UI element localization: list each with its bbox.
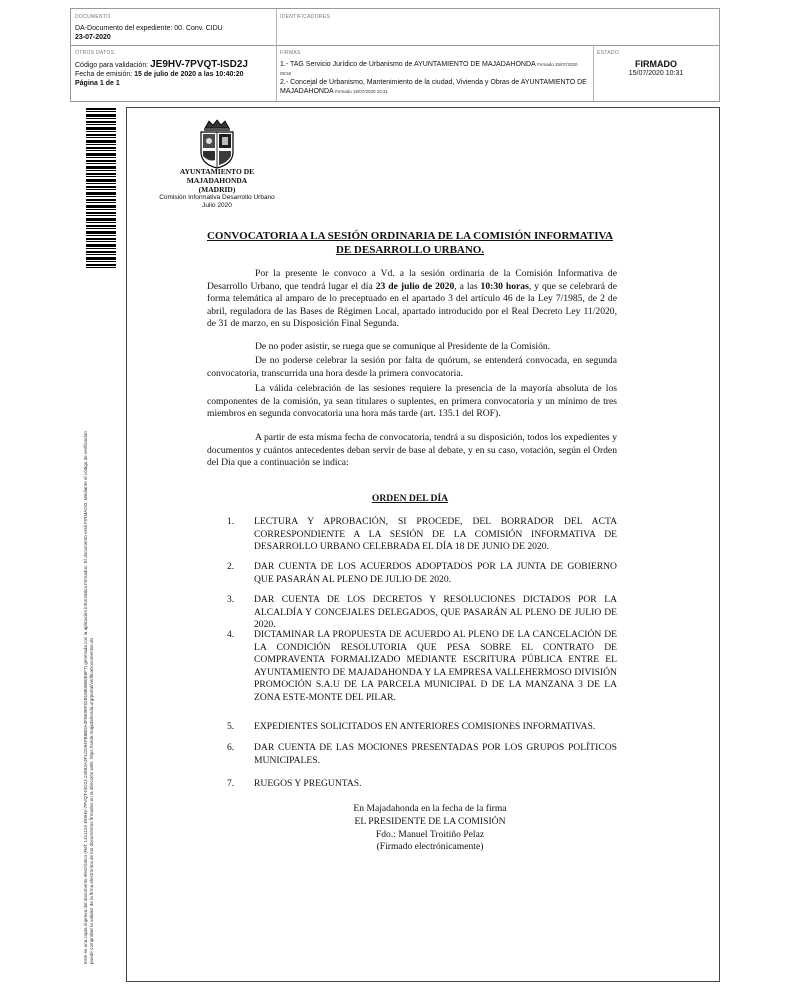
documento-label: DOCUMENTO bbox=[75, 14, 111, 20]
letterhead-line3: (MADRID) bbox=[198, 185, 236, 194]
p1-time: 10:30 horas bbox=[480, 280, 529, 292]
estado-date: 15/07/2020 10:31 bbox=[628, 70, 684, 77]
orden-del-dia-heading: ORDEN DEL DÍA bbox=[371, 493, 449, 504]
codigo-label: Código para validación: bbox=[75, 62, 149, 69]
codigo-value[interactable]: JE9HV-7PVQT-ISD2J bbox=[150, 59, 248, 70]
p1-text-c: , y que se celebrará de forma telemática al amparo de lo preceptuado en el apartado 3 del artículo 46 de la Ley 7/1985, de 2 de abril, reguladora de las Bases de Régimen Local, apartado introducido por el Real Decreto Ley 11/2020, de 31 de marzo, en su Disposición Final Segunda. bbox=[207, 280, 617, 330]
agenda-item-number: 5. bbox=[227, 721, 235, 732]
paragraph-4: La válida celebración de las sesiones requiere la presencia de la mayoría absoluta de los componentes de la comisión, ya sean titulares o suplentes, en primera convocatoria y un mínimo de tres miembros en segunda convocatoria una hora más tarde (art. 135.1 del ROF). bbox=[207, 383, 617, 420]
p1-text-b: , a las bbox=[454, 280, 481, 292]
letterhead-line5: Julio 2020 bbox=[202, 202, 232, 209]
firma-2-text: 2.- Concejal de Urbanismo, Mantenimiento de la ciudad, Vivienda y Obras de AYUNTAMIENTO DE MAJADAHONDA bbox=[280, 79, 587, 95]
otros-datos-label: OTROS DATOS bbox=[75, 50, 115, 56]
title-line1: CONVOCATORIA A LA SESIÓN ORDINARIA DE LA COMISIÓN INFORMATIVA bbox=[206, 230, 614, 242]
signature-line1: En Majadahonda en la fecha de la firma bbox=[353, 803, 507, 814]
status-badge: FIRMADO bbox=[635, 59, 677, 69]
signature-block bbox=[300, 803, 560, 854]
firmas-label: FIRMAS bbox=[280, 50, 301, 56]
otros-datos-cell bbox=[71, 47, 276, 90]
side-note-line2: puede comprobar la validez de la firma electrónica de los documentos firmados en la dirección web: https://sede.majadahonda.org/portal/verificaDocumentos.do bbox=[89, 637, 94, 964]
p1-date: 23 de julio de 2020 bbox=[375, 280, 455, 292]
agenda-item-text: EXPEDIENTES SOLICITADOS EN ANTERIORES COMISIONES INFORMATIVAS. bbox=[254, 721, 596, 732]
page-title bbox=[200, 229, 620, 257]
letterhead-line4: Comisión Informativa Desarrollo Urbano bbox=[159, 194, 275, 201]
agenda-item-text: DAR CUENTA DE LOS DECRETOS Y RESOLUCIONES DICTADOS POR LA ALCALDÍA Y CONCEJALES DELEGADOS, QUE PASARÁN AL PLENO DE JULIO DE 2020. bbox=[254, 594, 617, 631]
firma-2-date: Firmado 15/07/2020 10:31 bbox=[335, 89, 389, 94]
agenda-item-number: 7. bbox=[227, 778, 235, 789]
agenda-item-number: 4. bbox=[227, 629, 235, 640]
title-line2: DE DESARROLLO URBANO. bbox=[335, 244, 485, 256]
paragraph-3: De no poderse celebrar la sesión por falta de quórum, se entenderá convocada, en segunda convocatoria, transcurrida una hora desde la primera convocatoria. bbox=[207, 355, 617, 379]
documento-line2: 23-07-2020 bbox=[75, 34, 111, 41]
paragraph-2: De no poder asistir, se ruega que se comunique al Presidente de la Comisión. bbox=[255, 341, 551, 352]
p1-text-a: Por la presente le convoco a Vd. a la sesión ordinaria de la Comisión Informativa de Desarrollo Urbano, que tendrá lugar el día bbox=[207, 268, 617, 292]
firma-1-date: Firmado 15/07/2020 09:50 bbox=[280, 62, 578, 76]
firmas-cell bbox=[276, 47, 593, 98]
estado-cell bbox=[593, 47, 719, 80]
agenda-item-text: DAR CUENTA DE LAS MOCIONES PRESENTADAS POR LOS GRUPOS POLÍTICOS MUNICIPALES. bbox=[254, 742, 617, 766]
divider bbox=[71, 45, 719, 46]
firma-1 bbox=[280, 60, 589, 78]
document-metadata-header bbox=[70, 8, 720, 102]
fecha-label: Fecha de emisión: bbox=[75, 71, 133, 78]
letterhead bbox=[156, 167, 278, 210]
fecha-value: 15 de julio de 2020 a las 10:40:20 bbox=[134, 71, 244, 78]
signature-line2: EL PRESIDENTE DE LA COMISIÓN bbox=[354, 815, 506, 827]
fecha-emision bbox=[75, 70, 272, 79]
firma-2 bbox=[280, 78, 589, 96]
identificadores-label: IDENTIFICADORES bbox=[280, 14, 331, 20]
verification-side-note bbox=[83, 284, 95, 964]
signature-line4: (Firmado electrónicamente) bbox=[376, 841, 484, 853]
codigo-validacion bbox=[75, 60, 272, 70]
documento-line1: DA-Documento del expediente: 00. Conv. CIDU bbox=[75, 25, 223, 32]
agenda-item-number: 1. bbox=[227, 516, 235, 527]
agenda-item-text: DAR CUENTA DE LOS ACUERDOS ADOPTADOS POR LA JUNTA DE GOBIERNO QUE PASARÁN AL PLENO DE JULIO DE 2020. bbox=[254, 561, 617, 585]
agenda-item-number: 6. bbox=[227, 742, 235, 753]
firma-1-text: 1.- TAG Servicio Jurídico de Urbanismo de AYUNTAMIENTO DE MAJADAHONDA bbox=[280, 61, 536, 68]
estado-label: ESTADO bbox=[597, 50, 619, 56]
paragraph-5: A partir de esta misma fecha de convocatoria, tendrá a su disposición, todos los expedientes y documentos y cuántos antecedentes deban servir de base al debate, y en su caso, votación, según el Orden del Día que a continuación se indica: bbox=[207, 432, 617, 469]
paragraph-1 bbox=[207, 268, 617, 331]
barcode-image bbox=[86, 108, 116, 270]
agenda-item-number: 2. bbox=[227, 561, 235, 572]
letterhead-line1: AYUNTAMIENTO DE bbox=[179, 167, 255, 176]
agenda-item-text: RUEGOS Y PREGUNTAS. bbox=[254, 778, 362, 789]
coat-of-arms-icon bbox=[197, 118, 237, 170]
side-note-line1: Este es una copia impresa del documento electrónico (Ref: 1411124 JE9HV-7PVQT-ISD2J 14E82A3F1CD94FB8BDA4F8E08F52B1680BB0E8F7) generada con la aplicación informática Firmadoc. El documento está FIRMADO. Mediante el código de verificación bbox=[83, 431, 88, 964]
letterhead-line2: MAJADAHONDA bbox=[186, 176, 248, 185]
identificadores-cell bbox=[276, 11, 719, 26]
agenda-item-text: DICTAMINAR LA PROPUESTA DE ACUERDO AL PLENO DE LA CANCELACIÓN DE LA CONDICIÓN RESOLUTORIA QUE PESA SOBRE EL CONTRATO DE COMPRAVENTA FORMALIZADO MEDIANTE ESCRITURA PÚBLICA ENTRE EL AYUNTAMIENTO DE MAJADAHONDA Y LA EMPRESA VALLEHERMOSO DIVISIÓN PROMOCIÓN S.A.U DE LA PARCELA MUNICIPAL D DE LA MANZANA 3 DE LA ZONA ESTE-MONTE DEL PILAR. bbox=[254, 629, 617, 703]
documento-cell bbox=[71, 11, 276, 44]
agenda-item-number: 3. bbox=[227, 594, 235, 605]
signature-line3: Fdo.: Manuel Troitiño Pelaz bbox=[375, 828, 485, 840]
agenda-item-text: LECTURA Y APROBACIÓN, SI PROCEDE, DEL BORRADOR DEL ACTA CORRESPONDIENTE A LA SESIÓN DE LA COMISIÓN INFORMATIVA DE DESARROLLO URBANO CELEBRADA EL DÍA 18 DE JUNIO DE 2020. bbox=[254, 516, 617, 553]
pagina: Página 1 de 1 bbox=[75, 80, 120, 87]
